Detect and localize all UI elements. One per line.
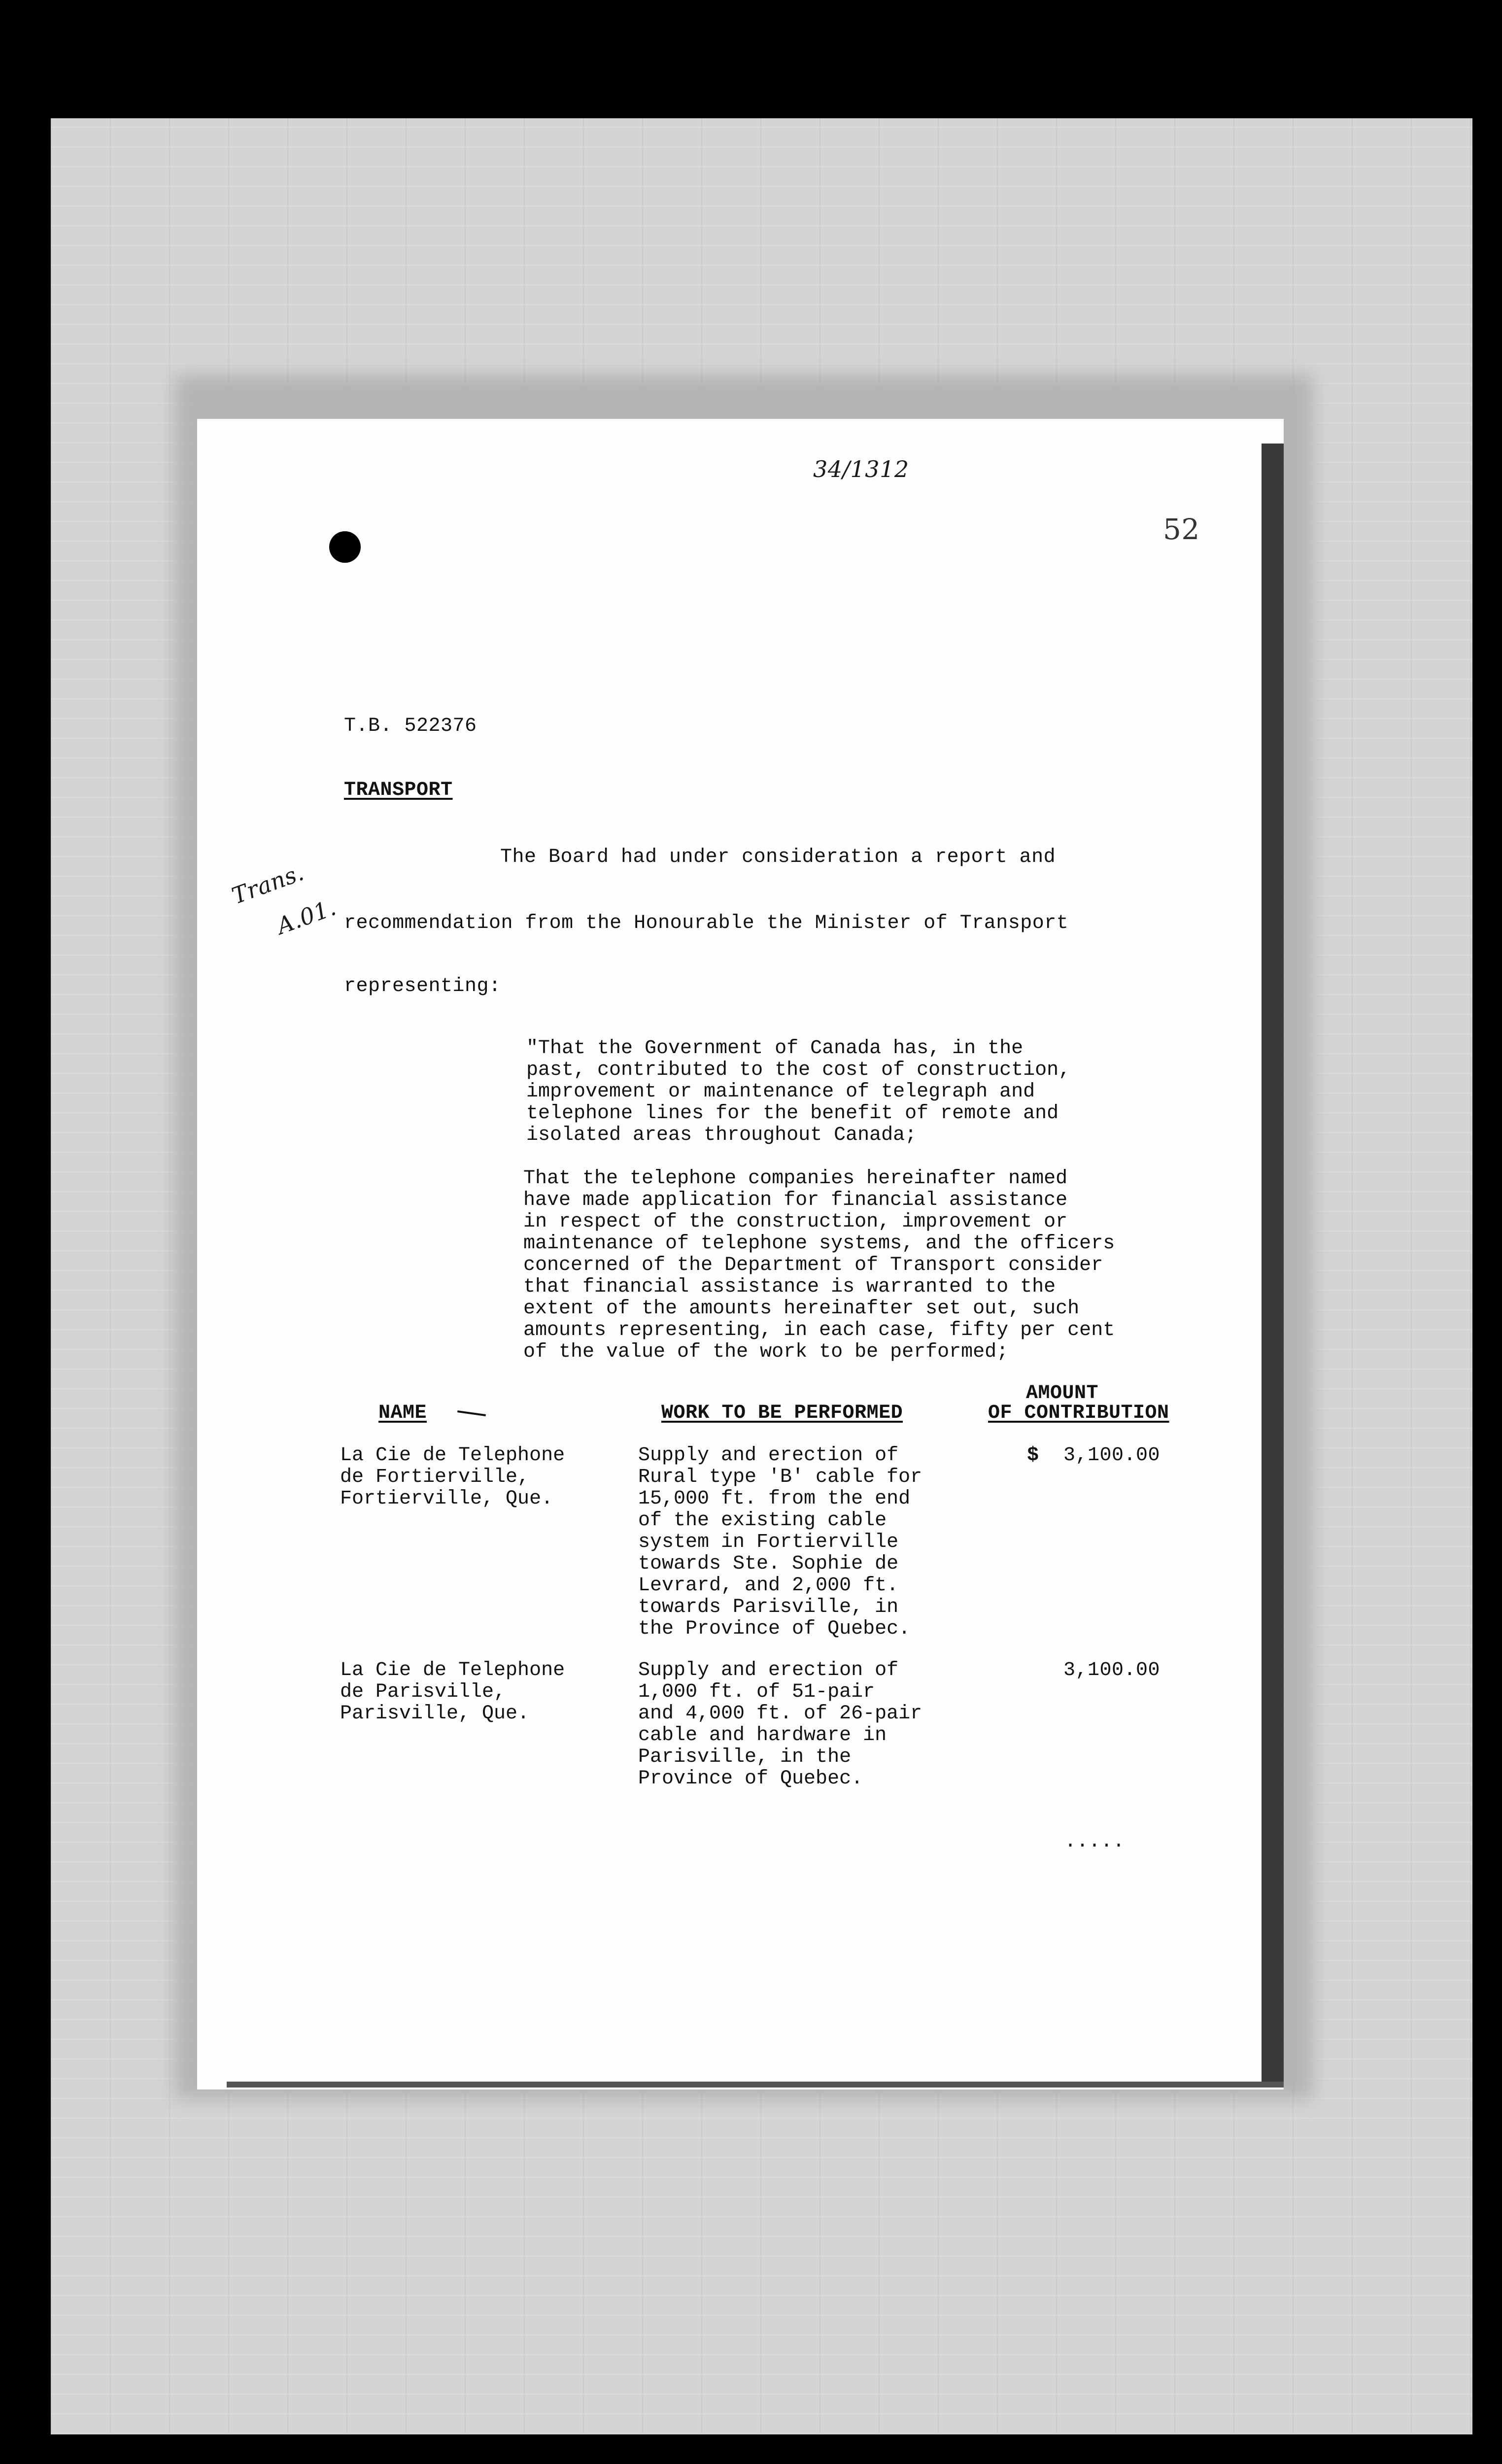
work-line: towards Ste. Sophie de: [638, 1553, 899, 1575]
work-line: cable and hardware in: [638, 1724, 887, 1746]
table-row-2-amount: 3,100.00: [1063, 1659, 1161, 1681]
section-heading: TRANSPORT: [344, 779, 453, 801]
table-row-1-work: [638, 1445, 922, 1640]
paragraph-line-3: representing:: [344, 975, 501, 997]
column-header-amount-line1: AMOUNT: [1026, 1382, 1099, 1404]
name-line: Fortierville, Que.: [340, 1488, 553, 1510]
work-line: Supply and erection of: [638, 1444, 899, 1467]
quote-line: concerned of the Department of Transport consider: [523, 1254, 1103, 1276]
punch-hole-mark: [329, 531, 361, 563]
page-number: 52: [1163, 513, 1200, 546]
work-line: Levrard, and 2,000 ft.: [638, 1574, 899, 1597]
work-line: and 4,000 ft. of 26-pair: [638, 1703, 922, 1725]
table-row-1-amount: 3,100.00: [1063, 1444, 1161, 1467]
quote-line: of the value of the work to be performed;: [523, 1341, 1009, 1363]
quote-line: that financial assistance is warranted to the: [523, 1276, 1056, 1298]
work-line: Province of Quebec.: [638, 1768, 863, 1790]
name-line: de Parisville,: [340, 1681, 506, 1703]
margin-note-line1: Trans.: [228, 858, 307, 910]
quote-paragraph-1: [526, 1038, 1070, 1146]
page-edge-shadow-bottom: [227, 2082, 1284, 2088]
column-header-amount-line2: OF CONTRIBUTION: [988, 1402, 1169, 1424]
column-header-name: NAME: [378, 1402, 427, 1424]
work-line: Supply and erection of: [638, 1659, 899, 1681]
quote-line: amounts representing, in each case, fifty per cent: [523, 1319, 1115, 1341]
currency-symbol: $: [1027, 1444, 1039, 1467]
work-line: the Province of Quebec.: [638, 1618, 911, 1640]
quote-line: That the telephone companies hereinafter named: [523, 1167, 1068, 1190]
name-line: La Cie de Telephone: [340, 1659, 565, 1681]
work-line: Rural type 'B' cable for: [638, 1466, 922, 1488]
work-line: 15,000 ft. from the end: [638, 1488, 911, 1510]
work-line: 1,000 ft. of 51-pair: [638, 1681, 875, 1703]
quote-line: extent of the amounts hereinafter set out, such: [523, 1298, 1080, 1320]
table-row-2-name: [340, 1660, 565, 1725]
margin-note-line2: A.01.: [273, 893, 340, 940]
work-line: towards Parisville, in: [638, 1596, 899, 1618]
quote-line: isolated areas throughout Canada;: [526, 1124, 917, 1146]
quote-line: maintenance of telephone systems, and the officers: [523, 1232, 1115, 1255]
quote-line: past, contributed to the cost of construction,: [526, 1059, 1071, 1081]
table-row-1-name: [340, 1445, 565, 1510]
name-line: La Cie de Telephone: [340, 1444, 565, 1467]
table-row-2-work: [638, 1660, 922, 1790]
page-edge-shadow-right: [1262, 444, 1284, 2085]
quote-line: improvement or maintenance of telegraph and: [526, 1081, 1035, 1103]
handwritten-reference: 34/1312: [813, 456, 909, 482]
quote-line: "That the Government of Canada has, in the: [526, 1037, 1024, 1060]
name-line: Parisville, Que.: [340, 1703, 530, 1725]
continuation-dots: .....: [1064, 1831, 1125, 1853]
tb-number: T.B. 522376: [344, 715, 477, 737]
name-line: de Fortierville,: [340, 1466, 530, 1488]
quote-line: in respect of the construction, improvement or: [523, 1211, 1068, 1233]
column-header-work: WORK TO BE PERFORMED: [661, 1402, 903, 1424]
quote-line: telephone lines for the benefit of remote and: [526, 1102, 1059, 1125]
quote-paragraph-2: [523, 1168, 1115, 1363]
work-line: system in Fortierville: [638, 1531, 899, 1553]
work-line: of the existing cable: [638, 1509, 887, 1532]
quote-line: have made application for financial assistance: [523, 1189, 1068, 1211]
paragraph-line-1: The Board had under consideration a report and: [500, 846, 1056, 868]
paragraph-line-2: recommendation from the Honourable the Minister of Transport: [344, 912, 1069, 934]
work-line: Parisville, in the: [638, 1746, 852, 1768]
